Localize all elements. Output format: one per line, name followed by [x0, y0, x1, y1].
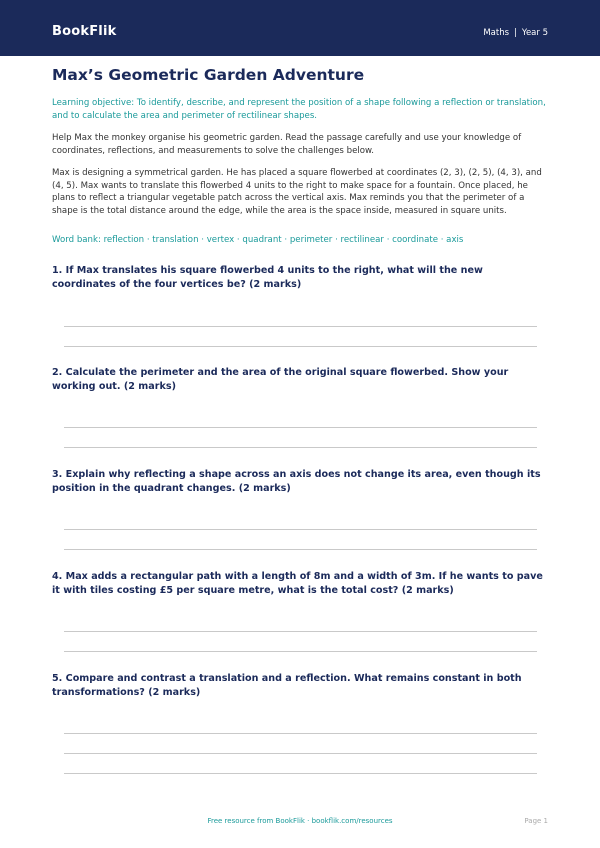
header-bar: [0, 0, 600, 56]
question-1: 1. If Max translates his square flowerbed 4 units to the right, what will the new coordinates of the four vertices be? (2 marks): [52, 265, 483, 290]
answer-line[interactable]: [64, 753, 537, 754]
answer-line[interactable]: [64, 427, 537, 428]
answer-line[interactable]: [64, 346, 537, 347]
page-title: Max’s Geometric Garden Adventure: [52, 66, 365, 84]
question-4: 4. Max adds a rectangular path with a length of 8m and a width of 3m. If he wants to pave it with tiles costing £5 per square metre, what is the total cost? (2 marks): [52, 571, 543, 596]
answer-line[interactable]: [64, 733, 537, 734]
reading-passage: Max is designing a symmetrical garden. He has placed a square flowerbed at coordinates (2, 3), (2, 5), (4, 3), and (4, 5). Max wants to translate this flowerbed 4 units to the right to make space for a fountain. Once placed, he plans to reflect a triangular vegetable patch across the vertical axis. Max reminds you that the perimeter of a shape is the total distance around the edge, while the area is the space inside, measured in square units.: [52, 168, 542, 216]
subject-label: Maths: [483, 28, 510, 38]
intro-text: Help Max the monkey organise his geometric garden. Read the passage carefully and use your knowledge of coordinates, reflections, and measurements to solve the challenges below.: [52, 133, 522, 156]
answer-line[interactable]: [64, 651, 537, 652]
answer-line[interactable]: [64, 549, 537, 550]
header-separator: |: [514, 28, 517, 38]
learning-objective: Learning objective: To identify, describe, and represent the position of a shape following a reflection or translation, and to calculate the area and perimeter of rectilinear shapes.: [52, 98, 546, 121]
answer-line[interactable]: [64, 773, 537, 774]
answer-line[interactable]: [64, 326, 537, 327]
footer-text: Free resource from BookFlik · bookflik.com/resources: [207, 817, 393, 825]
year-label: Year 5: [521, 28, 548, 38]
answer-line[interactable]: [64, 631, 537, 632]
answer-line[interactable]: [64, 529, 537, 530]
question-5: 5. Compare and contrast a translation and a reflection. What remains constant in both transformations? (2 marks): [52, 673, 522, 698]
answer-line[interactable]: [64, 447, 537, 448]
word-bank: Word bank: reflection · translation · vertex · quadrant · perimeter · rectilinear · coordinate · axis: [52, 235, 464, 245]
brand-logo: BookFlik: [52, 24, 117, 39]
page-number: Page 1: [524, 817, 548, 825]
question-3: 3. Explain why reflecting a shape across an axis does not change its area, even though its position in the quadrant changes. (2 marks): [52, 469, 541, 494]
header-meta: [483, 28, 548, 38]
question-2: 2. Calculate the perimeter and the area of the original square flowerbed. Show your working out. (2 marks): [52, 367, 509, 392]
